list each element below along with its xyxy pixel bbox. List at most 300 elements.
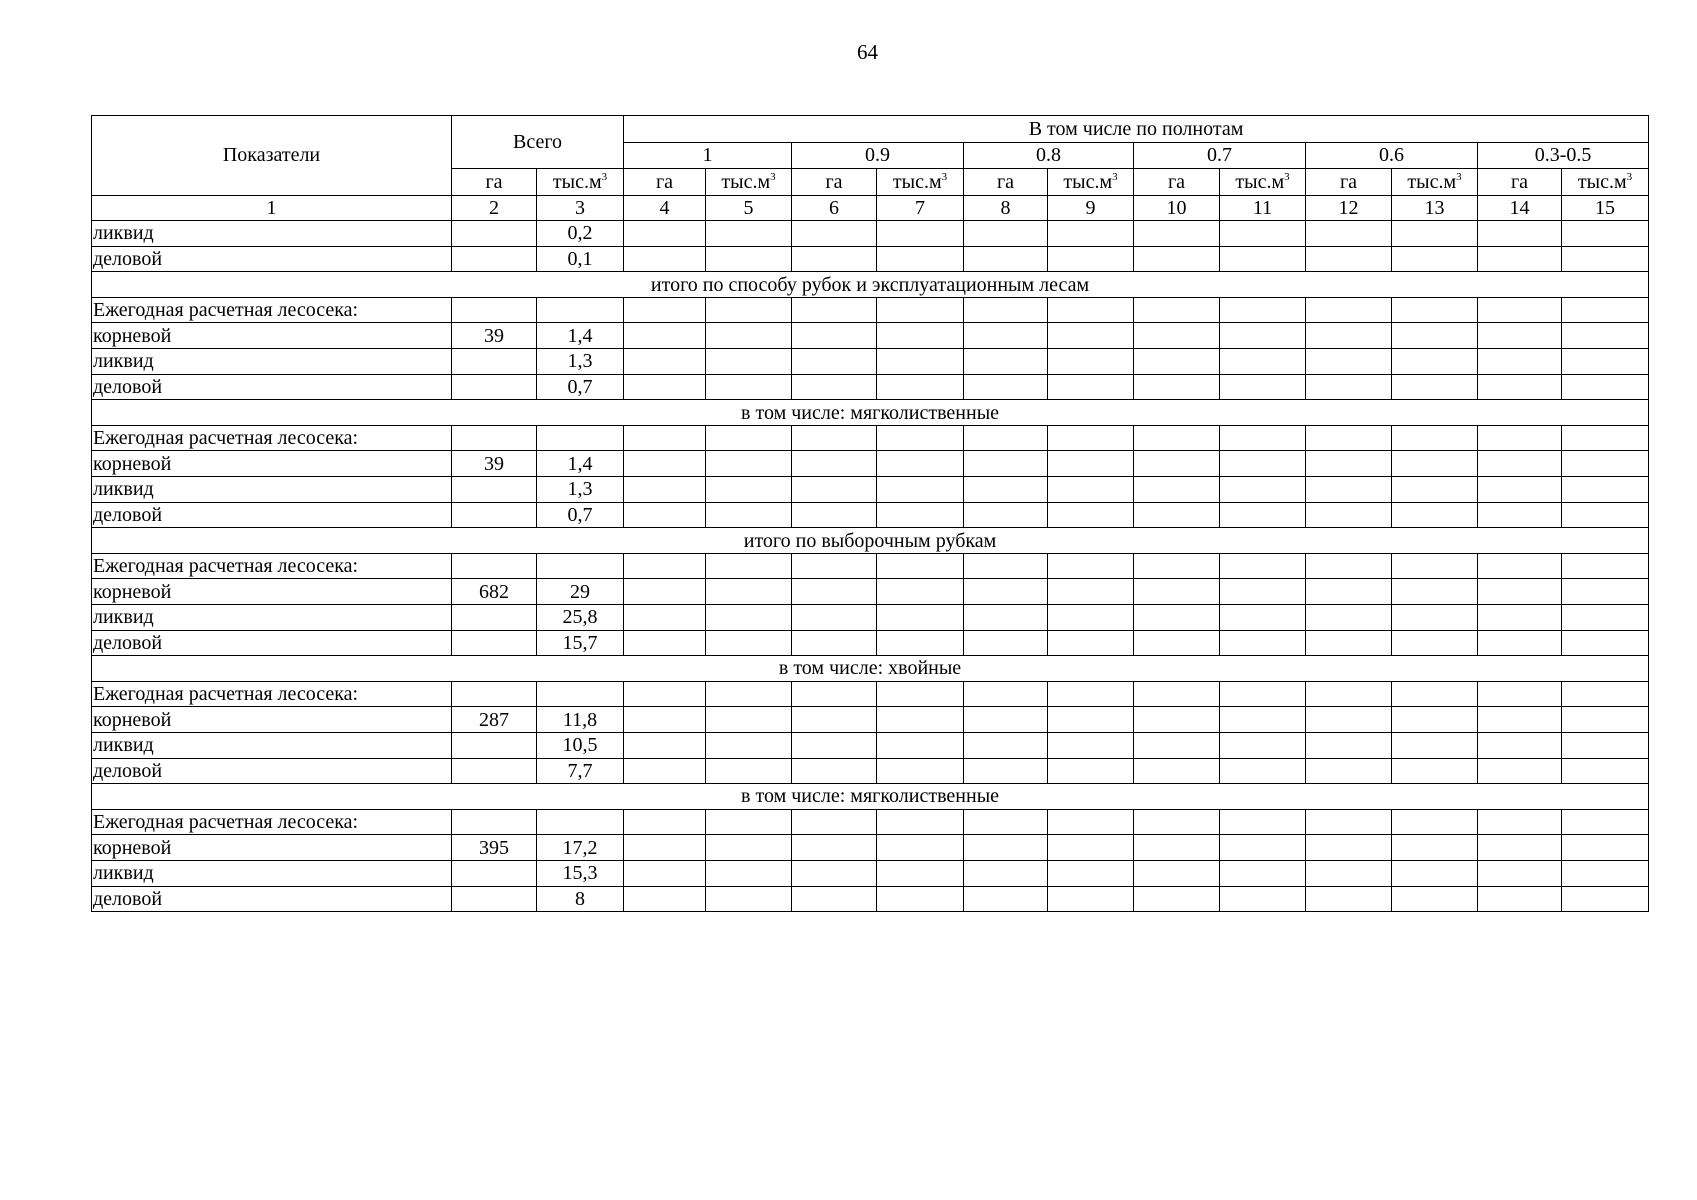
density-value-cell (1134, 630, 1220, 656)
density-value-cell (1134, 246, 1220, 272)
density-value-cell (706, 425, 792, 451)
density-value-cell (877, 809, 964, 835)
density-value-cell (792, 707, 877, 733)
density-value-cell (706, 835, 792, 861)
row-label: ликвид (92, 605, 452, 631)
density-value-cell (1392, 809, 1478, 835)
row-label: корневой (92, 323, 452, 349)
density-value-cell (1478, 349, 1562, 375)
total-volume-cell: 25,8 (537, 605, 624, 631)
total-volume-cell: 0,1 (537, 246, 624, 272)
table-row (92, 246, 1649, 272)
density-value-cell (1306, 323, 1392, 349)
density-value-cell (1562, 477, 1649, 503)
density-value-cell (877, 732, 964, 758)
column-number: 12 (1306, 195, 1392, 221)
header-unit-volume (1048, 169, 1134, 196)
density-value-cell (877, 477, 964, 503)
density-value-cell (706, 758, 792, 784)
density-value-cell (1478, 502, 1562, 528)
page-number: 64 (857, 40, 878, 64)
row-label: корневой (92, 707, 452, 733)
total-ha-cell: 682 (452, 579, 537, 605)
density-value-cell (1048, 579, 1134, 605)
table-row (92, 579, 1649, 605)
table-row (92, 605, 1649, 631)
density-value-cell (1478, 221, 1562, 247)
density-value-cell (1306, 349, 1392, 375)
density-value-cell (1220, 297, 1306, 323)
density-value-cell (1562, 809, 1649, 835)
density-value-cell (1562, 579, 1649, 605)
header-unit-ha: га (1306, 169, 1392, 196)
density-value-cell (624, 809, 706, 835)
total-ha-cell: 39 (452, 451, 537, 477)
density-value-cell (706, 323, 792, 349)
density-value-cell (964, 809, 1048, 835)
density-value-cell (624, 886, 706, 912)
density-value-cell (1306, 477, 1392, 503)
density-value-cell (1134, 451, 1220, 477)
density-value-cell (1306, 425, 1392, 451)
density-value-cell (1392, 246, 1478, 272)
density-value-cell (792, 323, 877, 349)
total-ha-cell (452, 809, 537, 835)
density-value-cell (1134, 809, 1220, 835)
header-unit-ha: га (624, 169, 706, 196)
density-value-cell (1478, 681, 1562, 707)
density-value-cell (1220, 323, 1306, 349)
total-ha-cell: 39 (452, 323, 537, 349)
table-row (92, 553, 1649, 579)
column-number: 1 (92, 195, 452, 221)
section-header-row (92, 656, 1649, 682)
density-value-cell (792, 425, 877, 451)
density-value-cell (1220, 477, 1306, 503)
total-volume-cell: 1,3 (537, 349, 624, 375)
total-ha-cell (452, 297, 537, 323)
density-value-cell (624, 835, 706, 861)
density-value-cell (1478, 579, 1562, 605)
density-value-cell (1306, 758, 1392, 784)
density-value-cell (964, 502, 1048, 528)
density-value-cell (1306, 860, 1392, 886)
header-unit-volume-text: тыс.м (892, 170, 942, 193)
density-value-cell (1392, 886, 1478, 912)
total-ha-cell (452, 605, 537, 631)
table-row (92, 860, 1649, 886)
total-ha-cell (452, 374, 537, 400)
table-row (92, 732, 1649, 758)
density-value-cell (1048, 553, 1134, 579)
density-value-cell (792, 374, 877, 400)
density-value-cell (877, 553, 964, 579)
density-value-cell (1134, 605, 1220, 631)
density-value-cell (792, 809, 877, 835)
density-value-cell (1048, 860, 1134, 886)
density-value-cell (1220, 630, 1306, 656)
table-row (92, 502, 1649, 528)
density-value-cell (792, 630, 877, 656)
section-header-row (92, 272, 1649, 298)
total-ha-cell (452, 221, 537, 247)
column-number: 5 (706, 195, 792, 221)
section-title: в том числе: мягколиственные (92, 400, 1649, 426)
header-unit-volume-exponent: 3 (770, 170, 776, 183)
density-value-cell (1134, 553, 1220, 579)
density-value-cell (792, 579, 877, 605)
density-value-cell (877, 349, 964, 375)
header-unit-volume (537, 169, 624, 196)
density-value-cell (1048, 758, 1134, 784)
density-value-cell (792, 477, 877, 503)
density-value-cell (624, 502, 706, 528)
density-value-cell (624, 425, 706, 451)
table-row (92, 477, 1649, 503)
density-value-cell (877, 221, 964, 247)
total-ha-cell (452, 860, 537, 886)
column-number: 2 (452, 195, 537, 221)
total-volume-cell: 10,5 (537, 732, 624, 758)
density-value-cell (624, 630, 706, 656)
row-label: ликвид (92, 860, 452, 886)
density-value-cell (877, 425, 964, 451)
section-header-row (92, 400, 1649, 426)
density-value-cell (624, 758, 706, 784)
total-ha-cell: 395 (452, 835, 537, 861)
row-label: корневой (92, 835, 452, 861)
total-volume-cell: 0,7 (537, 374, 624, 400)
density-value-cell (1220, 886, 1306, 912)
header-unit-ha: га (792, 169, 877, 196)
total-volume-cell: 17,2 (537, 835, 624, 861)
section-header-row (92, 528, 1649, 554)
density-value-cell (1478, 732, 1562, 758)
density-value-cell (877, 451, 964, 477)
header-by-density: В том числе по полнотам (624, 116, 1649, 143)
header-unit-volume-text: тыс.м (1577, 170, 1627, 193)
density-value-cell (1392, 477, 1478, 503)
density-value-cell (1562, 681, 1649, 707)
density-value-cell (1048, 732, 1134, 758)
density-value-cell (1562, 860, 1649, 886)
total-volume-cell: 15,7 (537, 630, 624, 656)
density-value-cell (1562, 835, 1649, 861)
density-value-cell (877, 246, 964, 272)
header-unit-volume-exponent: 3 (1284, 170, 1290, 183)
density-value-cell (1392, 605, 1478, 631)
density-value-cell (1478, 630, 1562, 656)
table-row (92, 707, 1649, 733)
density-value-cell (1478, 451, 1562, 477)
density-value-cell (1220, 681, 1306, 707)
density-value-cell (1048, 502, 1134, 528)
header-unit-volume-text: тыс.м (1063, 170, 1113, 193)
table-row (92, 323, 1649, 349)
column-number: 8 (964, 195, 1048, 221)
density-value-cell (1392, 860, 1478, 886)
density-value-cell (964, 579, 1048, 605)
density-value-cell (792, 886, 877, 912)
density-value-cell (1134, 707, 1220, 733)
density-value-cell (1562, 349, 1649, 375)
row-label: деловой (92, 630, 452, 656)
density-value-cell (1048, 297, 1134, 323)
column-number: 3 (537, 195, 624, 221)
total-volume-cell (537, 809, 624, 835)
row-label: Ежегодная расчетная лесосека: (92, 681, 452, 707)
density-value-cell (964, 758, 1048, 784)
density-value-cell (1048, 374, 1134, 400)
total-volume-cell: 29 (537, 579, 624, 605)
density-value-cell (792, 860, 877, 886)
density-value-cell (1392, 630, 1478, 656)
density-value-cell (624, 681, 706, 707)
density-value-cell (1220, 425, 1306, 451)
density-value-cell (1220, 579, 1306, 605)
density-value-cell (1134, 835, 1220, 861)
header-density-1: 1 (624, 142, 792, 169)
column-number: 11 (1220, 195, 1306, 221)
total-volume-cell: 1,4 (537, 323, 624, 349)
density-value-cell (792, 732, 877, 758)
density-value-cell (964, 425, 1048, 451)
density-value-cell (1134, 349, 1220, 375)
total-volume-cell (537, 425, 624, 451)
table-body (92, 221, 1649, 912)
density-value-cell (877, 835, 964, 861)
density-value-cell (1048, 425, 1134, 451)
row-label: Ежегодная расчетная лесосека: (92, 425, 452, 451)
header-indicators: Показатели (92, 116, 452, 196)
density-value-cell (1392, 349, 1478, 375)
density-value-cell (624, 707, 706, 733)
total-volume-cell (537, 297, 624, 323)
density-value-cell (1392, 707, 1478, 733)
density-value-cell (1220, 758, 1306, 784)
density-value-cell (1134, 860, 1220, 886)
header-unit-ha: га (1478, 169, 1562, 196)
density-value-cell (1134, 477, 1220, 503)
header-unit-volume-text: тыс.м (552, 170, 602, 193)
density-value-cell (1478, 860, 1562, 886)
density-value-cell (1220, 451, 1306, 477)
header-unit-volume (1562, 169, 1649, 196)
density-value-cell (1048, 809, 1134, 835)
density-value-cell (964, 221, 1048, 247)
density-value-cell (792, 681, 877, 707)
density-value-cell (624, 451, 706, 477)
density-value-cell (624, 477, 706, 503)
total-ha-cell (452, 681, 537, 707)
density-value-cell (1562, 425, 1649, 451)
density-value-cell (706, 886, 792, 912)
density-value-cell (964, 860, 1048, 886)
density-value-cell (1220, 374, 1306, 400)
density-value-cell (1392, 297, 1478, 323)
density-value-cell (964, 553, 1048, 579)
total-volume-cell (537, 681, 624, 707)
density-value-cell (1478, 605, 1562, 631)
density-value-cell (1134, 502, 1220, 528)
row-label: ликвид (92, 477, 452, 503)
density-value-cell (1392, 579, 1478, 605)
density-value-cell (1048, 707, 1134, 733)
density-value-cell (792, 221, 877, 247)
density-value-cell (877, 886, 964, 912)
table-row (92, 221, 1649, 247)
total-volume-cell: 0,2 (537, 221, 624, 247)
density-value-cell (624, 860, 706, 886)
density-value-cell (706, 451, 792, 477)
header-density-0-8: 0.8 (964, 142, 1134, 169)
density-value-cell (792, 297, 877, 323)
row-label: корневой (92, 451, 452, 477)
table-row (92, 297, 1649, 323)
density-value-cell (792, 758, 877, 784)
header-unit-ha: га (1134, 169, 1220, 196)
density-value-cell (1134, 732, 1220, 758)
header-unit-volume-text: тыс.м (1235, 170, 1285, 193)
density-value-cell (877, 630, 964, 656)
density-value-cell (706, 477, 792, 503)
section-title: в том числе: мягколиственные (92, 784, 1649, 810)
density-value-cell (1048, 349, 1134, 375)
density-value-cell (624, 732, 706, 758)
density-value-cell (1562, 451, 1649, 477)
density-value-cell (1220, 732, 1306, 758)
density-value-cell (792, 835, 877, 861)
density-value-cell (1134, 425, 1220, 451)
total-ha-cell (452, 553, 537, 579)
column-number: 4 (624, 195, 706, 221)
density-value-cell (1134, 579, 1220, 605)
density-value-cell (624, 297, 706, 323)
column-number: 7 (877, 195, 964, 221)
density-value-cell (1562, 707, 1649, 733)
density-value-cell (964, 451, 1048, 477)
density-value-cell (706, 707, 792, 733)
header-unit-volume (706, 169, 792, 196)
density-value-cell (877, 758, 964, 784)
density-value-cell (964, 477, 1048, 503)
total-volume-cell: 7,7 (537, 758, 624, 784)
table-row (92, 630, 1649, 656)
density-value-cell (877, 707, 964, 733)
total-volume-cell: 1,3 (537, 477, 624, 503)
density-value-cell (964, 605, 1048, 631)
row-label: деловой (92, 246, 452, 272)
density-value-cell (792, 502, 877, 528)
density-value-cell (1048, 605, 1134, 631)
density-value-cell (1478, 886, 1562, 912)
density-value-cell (1048, 221, 1134, 247)
total-volume-cell: 11,8 (537, 707, 624, 733)
density-value-cell (706, 374, 792, 400)
header-unit-ha: га (452, 169, 537, 196)
table-row (92, 425, 1649, 451)
density-value-cell (1048, 451, 1134, 477)
density-value-cell (877, 605, 964, 631)
header-unit-volume-exponent: 3 (1626, 170, 1633, 183)
table-row (92, 681, 1649, 707)
density-value-cell (706, 349, 792, 375)
density-value-cell (1562, 886, 1649, 912)
column-number: 10 (1134, 195, 1220, 221)
table-row (92, 835, 1649, 861)
total-volume-cell (537, 553, 624, 579)
header-unit-ha: га (964, 169, 1048, 196)
density-value-cell (1220, 246, 1306, 272)
density-value-cell (1220, 605, 1306, 631)
header-total: Всего (452, 116, 624, 169)
density-value-cell (1478, 835, 1562, 861)
density-value-cell (1306, 732, 1392, 758)
total-ha-cell (452, 477, 537, 503)
density-value-cell (1306, 374, 1392, 400)
density-value-cell (1392, 502, 1478, 528)
table-row (92, 374, 1649, 400)
density-value-cell (1478, 809, 1562, 835)
density-value-cell (877, 579, 964, 605)
density-value-cell (1392, 374, 1478, 400)
density-value-cell (1220, 553, 1306, 579)
row-label: Ежегодная расчетная лесосека: (92, 809, 452, 835)
density-value-cell (624, 221, 706, 247)
allowable-cut-table (91, 115, 1649, 912)
header-unit-volume-exponent: 3 (941, 170, 948, 183)
total-volume-cell: 8 (537, 886, 624, 912)
table-row (92, 809, 1649, 835)
total-ha-cell (452, 502, 537, 528)
section-title: в том числе: хвойные (92, 656, 1649, 682)
density-value-cell (624, 246, 706, 272)
row-label: деловой (92, 374, 452, 400)
density-value-cell (1392, 758, 1478, 784)
density-value-cell (1306, 630, 1392, 656)
density-value-cell (1392, 221, 1478, 247)
density-value-cell (1392, 681, 1478, 707)
density-value-cell (706, 221, 792, 247)
density-value-cell (1306, 707, 1392, 733)
density-value-cell (792, 451, 877, 477)
row-label: Ежегодная расчетная лесосека: (92, 553, 452, 579)
density-value-cell (877, 323, 964, 349)
density-value-cell (1220, 221, 1306, 247)
table-row (92, 451, 1649, 477)
density-value-cell (1562, 323, 1649, 349)
density-value-cell (964, 374, 1048, 400)
density-value-cell (877, 297, 964, 323)
density-value-cell (1562, 221, 1649, 247)
density-value-cell (964, 732, 1048, 758)
header-unit-volume (1220, 169, 1306, 196)
density-value-cell (964, 835, 1048, 861)
density-value-cell (1220, 349, 1306, 375)
table-row (92, 886, 1649, 912)
header-unit-volume-exponent: 3 (1456, 170, 1462, 183)
density-value-cell (1048, 681, 1134, 707)
header-unit-volume (1392, 169, 1478, 196)
header-unit-volume-exponent: 3 (1112, 170, 1118, 183)
density-value-cell (1134, 886, 1220, 912)
density-value-cell (1048, 886, 1134, 912)
header-density-0-7: 0.7 (1134, 142, 1306, 169)
density-value-cell (1562, 246, 1649, 272)
density-value-cell (964, 681, 1048, 707)
density-value-cell (1134, 323, 1220, 349)
row-label: ликвид (92, 349, 452, 375)
